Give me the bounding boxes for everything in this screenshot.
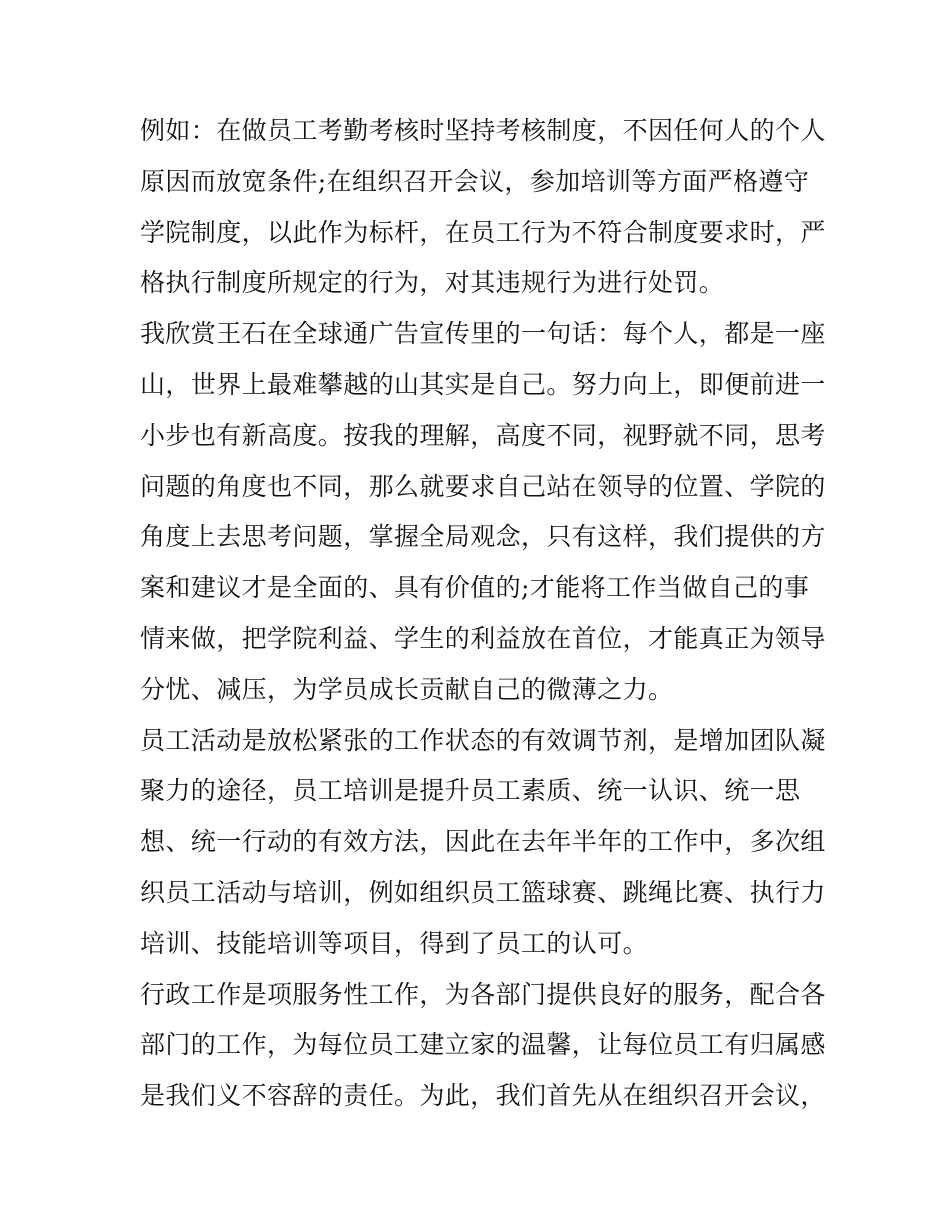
text-line: 情来做，把学院利益、学生的利益放在首位，才能真正为领导 [140,623,826,653]
text-line: 我欣赏王石在全球通广告宣传里的一句话：每个人，都是一座 [140,319,826,349]
text-line: 聚力的途径，员工培训是提升员工素质、统一认识、统一思 [140,776,801,806]
text-line: 想、统一行动的有效方法，因此在去年半年的工作中，多次组 [140,827,826,857]
text-line: 培训、技能培训等项目，得到了员工的认可。 [140,928,649,958]
text-line: 员工活动是放松紧张的工作状态的有效调节剂，是增加团队凝 [140,725,826,755]
text-line: 山，世界上最难攀越的山其实是自己。努力向上，即便前进一 [140,369,826,399]
body-text [140,106,830,1122]
text-line: 角度上去思考问题，掌握全局观念，只有这样，我们提供的方 [140,522,826,552]
text-line: 案和建议才是全面的、具有价值的;才能将工作当做自己的事 [140,573,810,603]
text-line: 是我们义不容辞的责任。为此，我们首先从在组织召开会议， [140,1081,826,1111]
text-line: 原因而放宽条件;在组织召开会议，参加培训等方面严格遵守 [140,166,810,196]
text-line: 行政工作是项服务性工作，为各部门提供良好的服务，配合各 [140,979,826,1009]
text-line: 例如：在做员工考勤考核时坚持考核制度，不因任何人的个人 [140,116,826,145]
text-line: 织员工活动与培训，例如组织员工篮球赛、跳绳比赛、执行力 [140,877,826,907]
text-line: 小步也有新高度。按我的理解，高度不同，视野就不同，思考 [140,420,826,450]
text-line: 部门的工作，为每位员工建立家的温馨，让每位员工有归属感 [140,1030,826,1060]
text-line: 学院制度，以此作为标杆，在员工行为不符合制度要求时，严 [140,217,826,247]
text-line: 格执行制度所规定的行为，对其违规行为进行处罚。 [140,268,725,298]
text-line: 问题的角度也不同，那么就要求自己站在领导的位置、学院的 [140,471,826,501]
text-line: 分忧、减压，为学员成长贡献自己的微薄之力。 [140,674,674,704]
